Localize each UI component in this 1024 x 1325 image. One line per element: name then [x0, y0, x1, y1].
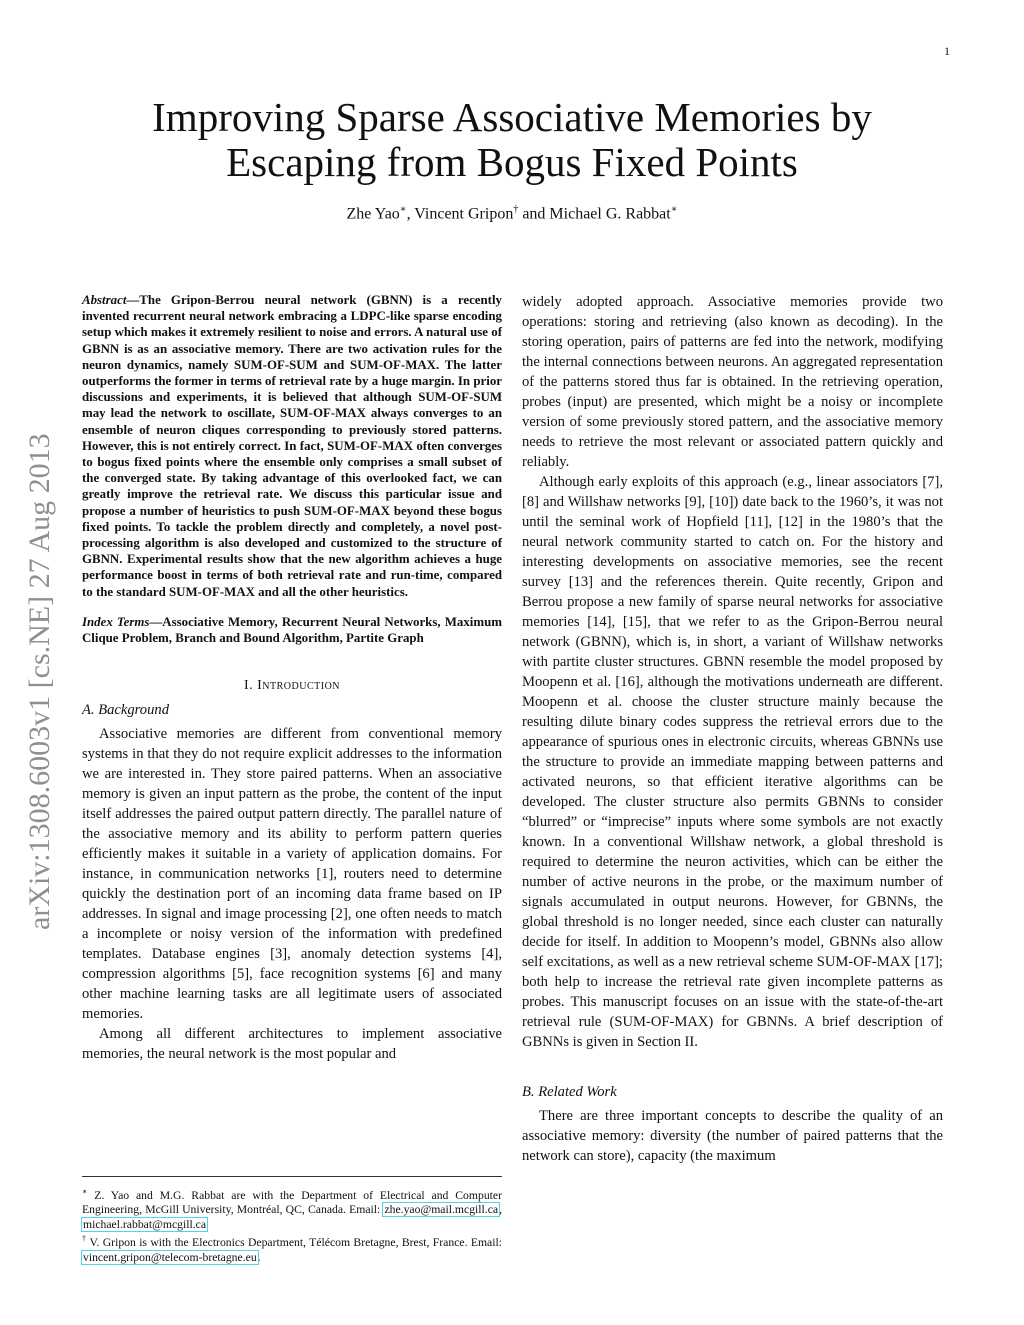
email-link[interactable]: michael.rabbat@mcgill.ca [83, 1217, 207, 1231]
author-name: Zhe Yao [346, 205, 400, 223]
page-number: 1 [944, 44, 950, 58]
footnote-text: Z. Yao and M.G. Rabbat are with the Department of Electrical and Computer Engineering, McGill University, Montréal, QC, Canada. Email: [82, 1188, 502, 1217]
arxiv-identifier-stamp: arXiv:1308.6003v1 [cs.NE] 27 Aug 2013 [23, 433, 56, 930]
author-name: and Michael G. Rabbat [518, 205, 671, 223]
paragraph: Although early exploits of this approach (e.g., linear associators [7], [8] and Willshaw networks [9], [10]) date back to the 1960’s, it was not until the seminal work of Hopfield [11], [12] in the 1980’s that the neural network community started to catch on. For the history and interesting developments on associative memories, see the recent survey [13] and the references therein. Quite recently, Gripon and Berrou propose a new family of sparse neural networks for associative memories [14], [15], that we refer to as the Gripon-Berrou neural network (GBNN), which is, in short, a variant of Willshaw networks with partite cluster structures. GBNN resemble the model proposed by Moopenn et al. [16], although the motivations underneath are different. Moopenn et al. choose the cluster structure mainly because the resulting dilute binary codes suppress the retrieval errors due to the appearance of spurious ones in electronic circuits, whereas GBNNs use the structure to provide an immediate mapping between patterns and activated neurons, so that efficient iterative algorithms can be developed. The cluster structure also permits GBNNs to consider “blurred” or “imprecise” inputs where some symbols are not exactly known. In a conventional Willshaw network, a global threshold is required to determine the neuron activities, which can be either the number of active neurons in the probe, or the maximum number of signals accumulated in output neurons. However, for GBNNs, the global threshold is no longer needed, since each cluster can naturally decide for itself. In addition to Moopenn’s model, GBNNs also allow self excitations, as well as a new retrieval scheme SUM-OF-MAX [17]; both help to increase the retrieval rate given incomplete patterns as probes. This manuscript focuses on an issue with the state-of-the-art retrieval rule (SUM-OF-MAX) for GBNNs. A brief description of GBNNs is given in Section II. [522, 474, 943, 1050]
footnote-end: . [257, 1250, 261, 1264]
affiliation-mark: † [513, 204, 519, 215]
abstract-text: —The Gripon-Berrou neural network (GBNN) is a recently invented recurrent neural network embracing a LDPC-like sparse encoding setup which makes it extremely resilient to noise and errors. A natural use of GBNN is as an associative memory. There are two activation rules for the neuron dynamics, namely SUM-OF-SUM and SUM-OF-MAX. The latter outperforms the former in terms of retrieval rate by a huge margin. In prior discussions and experiments, it is believed that although SUM-OF-SUM may lead the network to oscillate, SUM-OF-MAX always converges to an ensemble of neuron cliques corresponding to previously stored patterns. However, this is not entirely correct. In fact, SUM-OF-MAX often converges to bogus fixed points where the ensemble only comprises a small subset of the converged state. By taking advantage of this overlooked fact, we can greatly improve the retrieval rate. We discuss this particular issue and propose a number of heuristics to push SUM-OF-MAX beyond these bogus fixed points. To tackle the problem directly and completely, a novel post-processing algorithm is also developed and customized to the structure of GBNN. Experimental results show that the new algorithm achieves a huge performance boost in terms of both retrieval rate and run-time, compared to the standard SUM-OF-MAX and all the other heuristics. [82, 293, 502, 599]
index-terms-label: Index Terms [82, 614, 150, 629]
subsection-heading-background: A. Background [82, 702, 169, 719]
subsection-heading-related-work: B. Related Work [522, 1084, 617, 1100]
right-column [522, 292, 943, 1166]
email-link[interactable]: vincent.gripon@telecom-bretagne.eu [83, 1250, 257, 1264]
footnote-affiliation-1 [82, 1185, 502, 1232]
affiliation-mark: ∗ [399, 204, 407, 215]
footnote-separator: , [499, 1203, 502, 1217]
footnote-affiliation-2 [82, 1232, 502, 1265]
footnote-mark: ∗ [82, 1187, 88, 1196]
paragraph: Associative memories are different from conventional memory systems in that they do not require explicit addresses to the information we are interested in. They store paired patterns. When an associative memory is given an input pattern as the probe, the content of the input itself addresses the paired output pattern directly. The parallel nature of the associative memory and its ability to perform pattern queries efficiently makes it suitable in a variety of application domains. For instance, in communication networks [1], routers need to determine quickly the destination port of an incoming data frame based on IP addresses. In signal and image processing [2], one often needs to match a incomplete or noisy version of the information with predefined templates. Database engines [3], anomaly detection systems [4], compression algorithms [5], face recognition systems [6] and many other machine learning tasks are all legitimate users of associated memories. [82, 726, 502, 1023]
paragraph: Among all different architectures to implement associative memories, the neural network is the most popular and [82, 1026, 502, 1063]
footnote-text: V. Gripon is with the Electronics Department, Télécom Bretagne, Brest, France. Email: [86, 1236, 502, 1250]
author-list [100, 200, 924, 224]
section-heading-introduction: I. Introduction [243, 678, 341, 694]
abstract [82, 292, 502, 600]
left-column [82, 292, 502, 1064]
index-terms-text: —Associative Memory, Recurrent Neural Networks, Maximum Clique Problem, Branch and Bound Algorithm, Partite Graph [82, 614, 502, 646]
paper-title: Improving Sparse Associative Memories by Escaping from Bogus Fixed Points [152, 94, 872, 185]
paragraph: widely adopted approach. Associative memories provide two operations: storing and retrieving (also known as decoding). In the storing operation, pairs of patterns are fed into the network, modifying the internal connections between neurons. An aggregated representation of the patterns stored thus far is obtained. In the retrieving operation, probes (input) are presented, which might be a noisy or incomplete version of some previously stored pattern, and the associative memory needs to retrieve the most relevant or associated pattern quickly and reliably. [522, 294, 943, 470]
email-link[interactable]: zhe.yao@mail.mcgill.ca [384, 1203, 499, 1217]
affiliation-mark: ∗ [670, 204, 678, 215]
paragraph: There are three important concepts to describe the quality of an associative memory: diversity (the number of paired patterns that the network can store), capacity (the maximum [522, 1108, 943, 1164]
abstract-label: Abstract [82, 293, 127, 307]
footnote-mark: † [82, 1234, 87, 1244]
author-name: , Vincent Gripon [406, 205, 514, 223]
footnotes [82, 1176, 502, 1265]
index-terms [82, 614, 502, 646]
